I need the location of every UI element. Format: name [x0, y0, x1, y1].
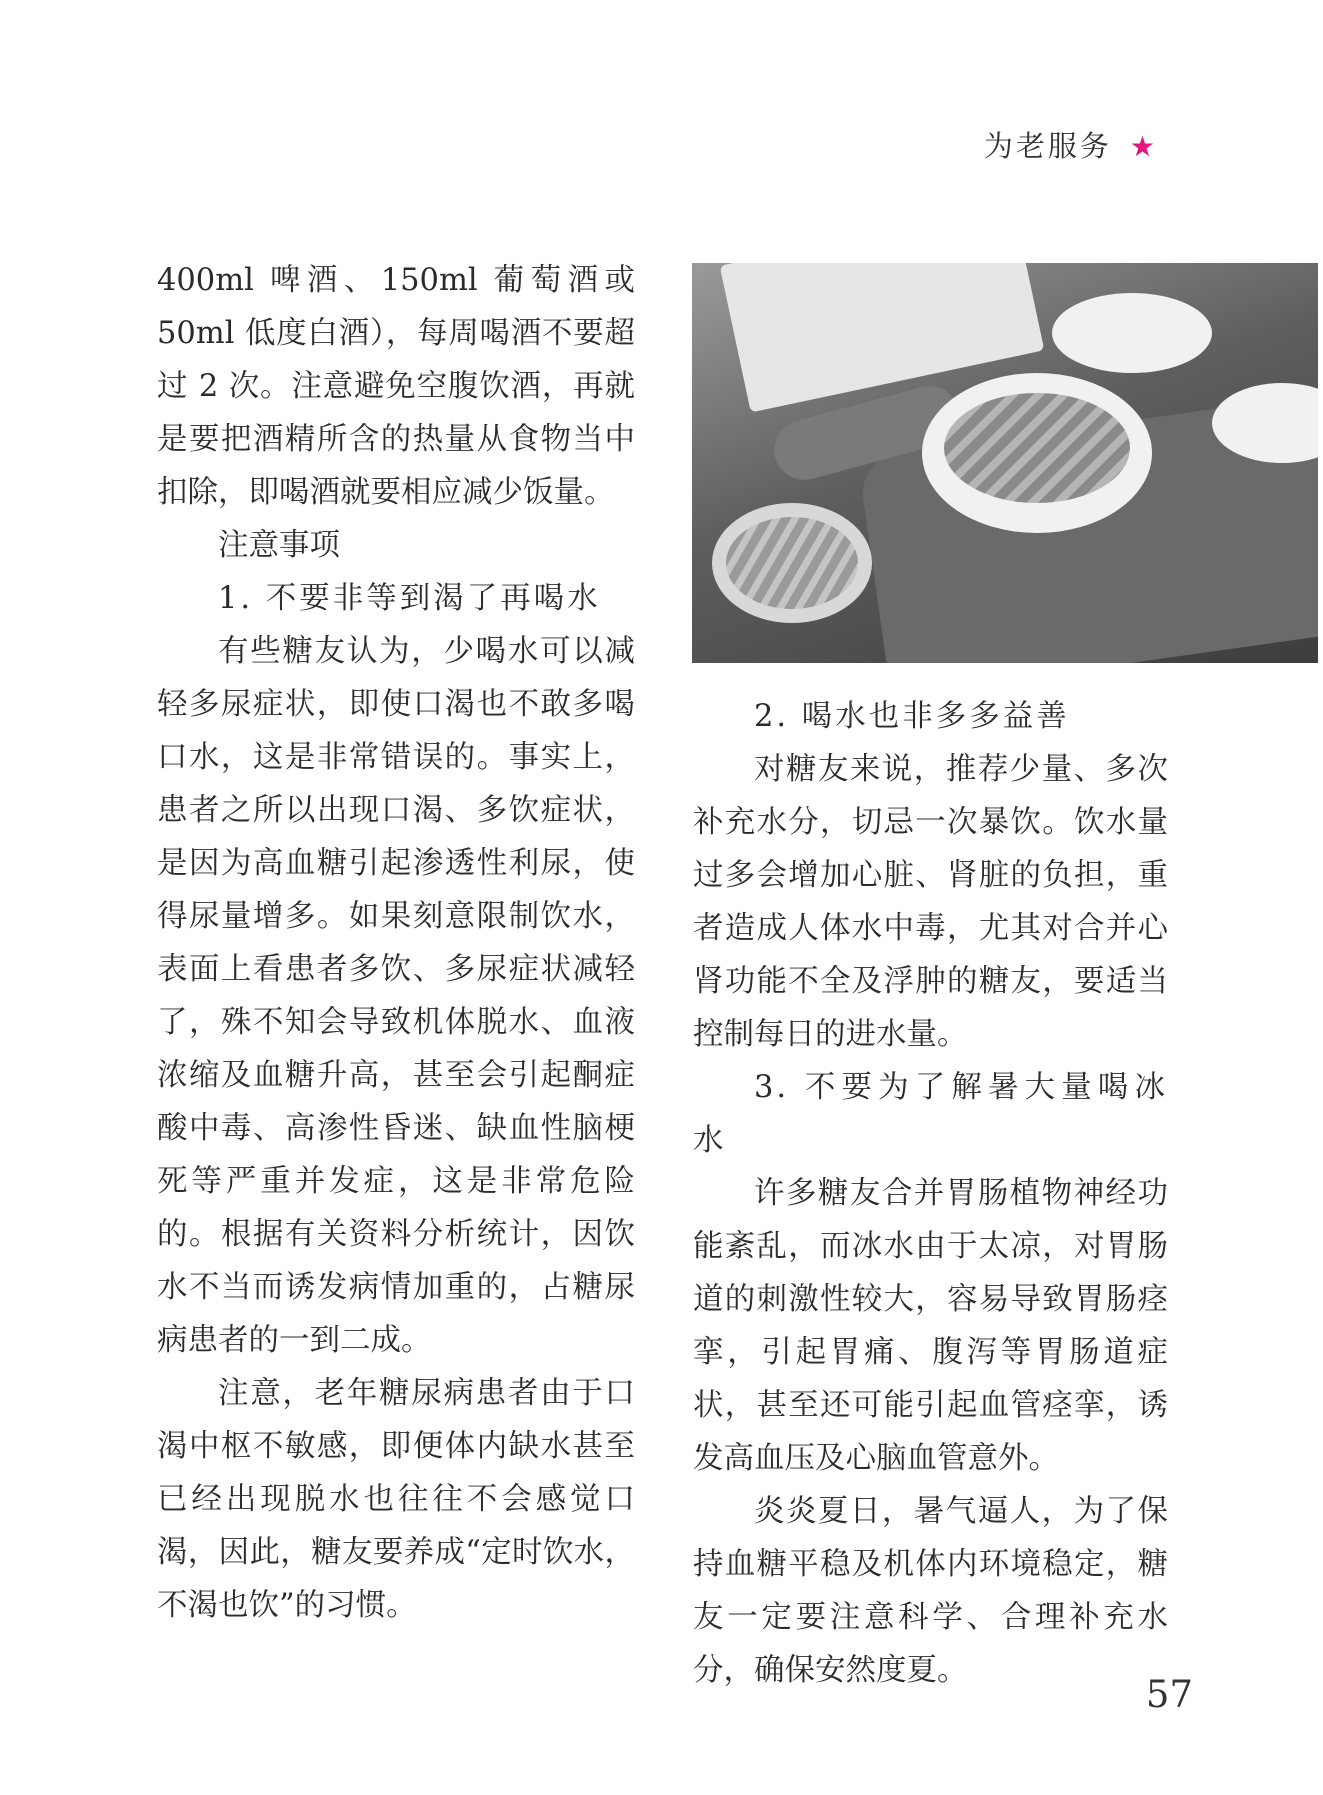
section-heading: 3. 不要为了解暑大量喝冰水 — [693, 1070, 1168, 1158]
paragraph: 对糖友来说，推荐少量、多次补充水分，切忌一次暴饮。饮水量过多会增加心脏、肾脏的负担，重者造成人体水中毒，尤其对合并心肾功能不全及浮肿的糖友，要适当控制每日的进水量。 — [693, 752, 1168, 1052]
paragraph: 炎炎夏日，暑气逼人，为了保持血糖平稳及机体内环境稳定，糖友一定要注意科学、合理补充水分，确保安然度夏。 — [693, 1494, 1168, 1688]
left-column — [157, 254, 635, 1632]
paragraph: 400ml 啤酒、150ml 葡萄酒或 50ml 低度白酒），每周喝酒不要超过 2 次。注意避免空腹饮酒，再就是要把酒精所含的热量从食物当中扣除，即喝酒就要相应减少饭量。 — [157, 263, 635, 510]
paragraph: 许多糖友合并胃肠植物神经功能紊乱，而冰水由于太凉，对胃肠道的刺激性较大，容易导致胃肠痉挛，引起胃痛、腹泻等胃肠道症状，甚至还可能引起血管痉挛，诱发高血压及心脑血管意外。 — [693, 1176, 1168, 1476]
right-column — [693, 690, 1168, 1697]
section-heading: 1. 不要非等到渴了再喝水 — [218, 581, 601, 616]
section-heading: 2. 喝水也非多多益善 — [754, 699, 1070, 734]
goji-tea-photo — [692, 263, 1318, 663]
paragraph: 注意，老年糖尿病患者由于口渴中枢不敏感，即便体内缺水甚至已经出现脱水也往往不会感觉口渴，因此，糖友要养成“定时饮水，不渴也饮”的习惯。 — [157, 1376, 635, 1623]
tea-bowl-shape — [922, 373, 1152, 533]
running-header — [984, 124, 1158, 165]
paragraph: 有些糖友认为，少喝水可以减轻多尿症状，即使口渴也不敢多喝口水，这是非常错误的。事实上，患者之所以出现口渴、多饮症状，是因为高血糖引起渗透性利尿，使得尿量增多。如果刻意限制饮水，表面上看患者多饮、多尿症状减轻了，殊不知会导致机体脱水、血液浓缩及血糖升高，甚至会引起酮症酸中毒、高渗性昏迷、缺血性脑梗死等严重并发症，这是非常危险的。根据有关资料分析统计，因饮水不当而诱发病情加重的，占糖尿病患者的一到二成。 — [157, 634, 635, 1358]
star-icon: ★ — [1129, 130, 1158, 163]
subheading: 注意事项 — [218, 528, 340, 563]
small-cup-shape — [1052, 293, 1212, 373]
section-title: 为老服务 — [983, 129, 1112, 163]
goji-dish-shape — [712, 503, 872, 623]
page-number: 57 — [1145, 1673, 1193, 1716]
